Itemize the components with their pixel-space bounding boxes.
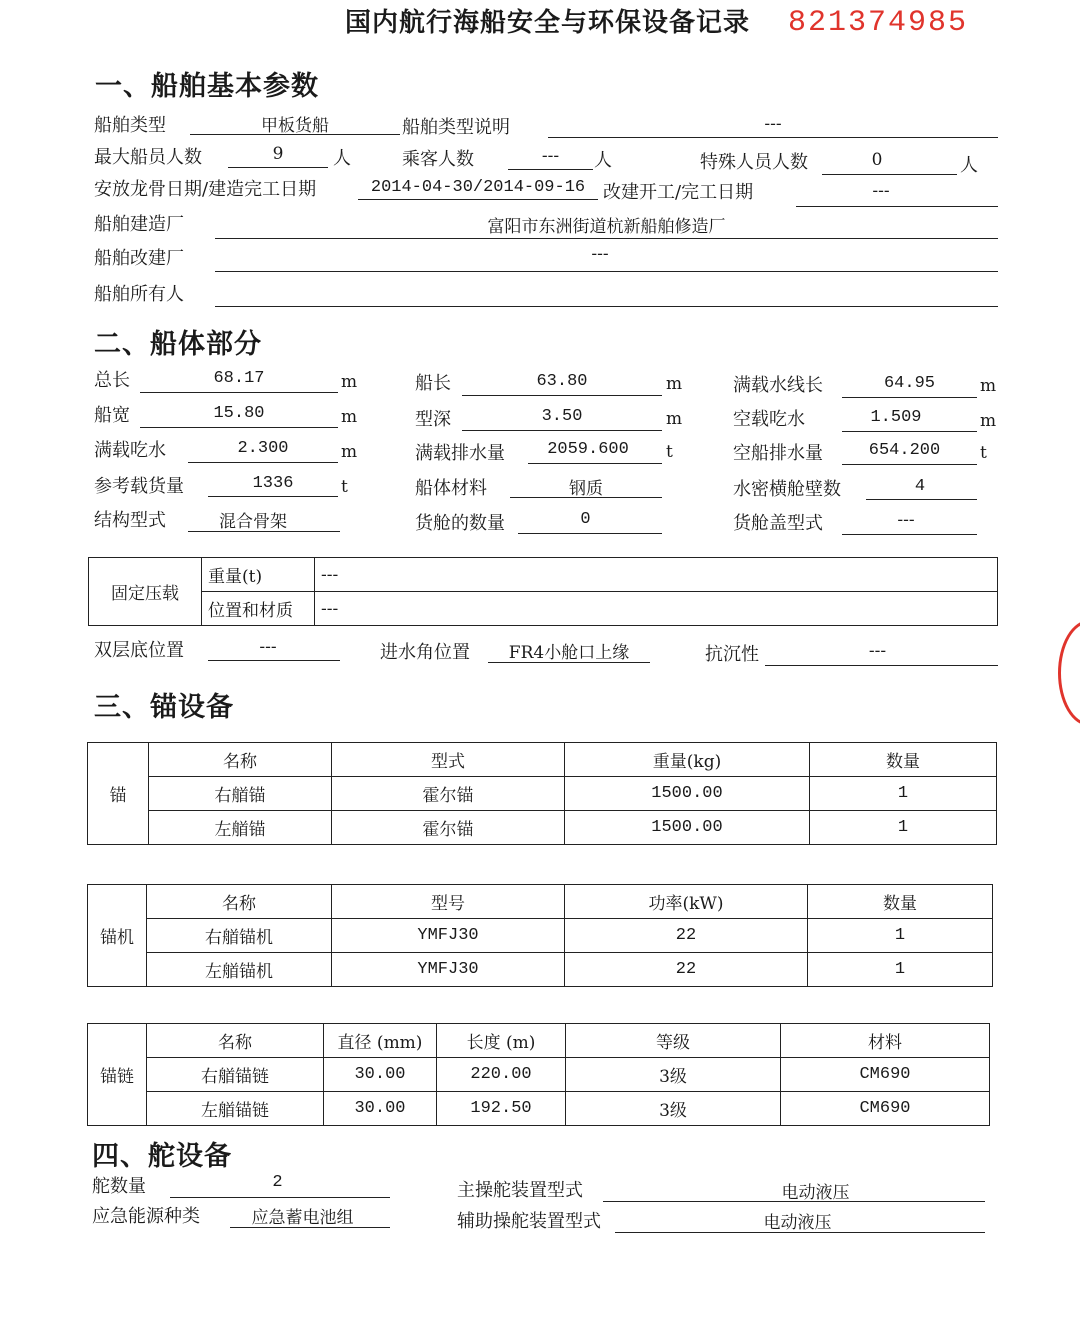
anchor-cell: 左艏锚 bbox=[149, 811, 332, 845]
depth-value: 3.50 bbox=[541, 407, 583, 426]
ship-type-desc-line bbox=[548, 137, 998, 138]
full-disp-value: 2059.600 bbox=[547, 440, 629, 459]
light-draft-unit: m bbox=[980, 411, 997, 431]
anchor-header-weight: 重量(kg) bbox=[565, 743, 810, 777]
max-crew-line bbox=[228, 167, 328, 168]
light-disp-unit: t bbox=[980, 443, 987, 463]
special-label: 特殊人员人数 bbox=[700, 152, 808, 173]
ref-cargo-unit: t bbox=[341, 477, 348, 497]
lwl-line bbox=[842, 397, 977, 398]
special-line bbox=[822, 174, 957, 175]
emergency-value: 应急蓄电池组 bbox=[251, 1208, 354, 1228]
loa-line bbox=[140, 392, 338, 393]
table-row bbox=[88, 953, 993, 987]
max-crew-value: 9 bbox=[272, 144, 284, 164]
ref-cargo-label: 参考载货量 bbox=[94, 476, 184, 497]
full-draft-label: 满载吃水 bbox=[94, 440, 166, 461]
windlass-table bbox=[87, 884, 993, 987]
loa-label: 总长 bbox=[94, 370, 130, 391]
ballast-pos-label: 位置和材质 bbox=[202, 592, 315, 626]
double-bottom-line bbox=[208, 660, 340, 661]
windlass-header-model: 型号 bbox=[332, 885, 565, 919]
double-bottom-label: 双层底位置 bbox=[94, 640, 184, 661]
depth-unit: m bbox=[666, 409, 683, 429]
loa-value: 68.17 bbox=[213, 369, 265, 388]
chain-cell: 220.00 bbox=[437, 1058, 566, 1092]
full-disp-unit: t bbox=[666, 442, 673, 462]
passengers-unit: 人 bbox=[594, 150, 612, 171]
chain-table bbox=[87, 1023, 990, 1126]
light-disp-label: 空船排水量 bbox=[733, 443, 823, 464]
loa-unit: m bbox=[341, 372, 358, 392]
ship-type-desc-value: --- bbox=[764, 114, 782, 134]
windlass-cell: 1 bbox=[808, 919, 993, 953]
max-crew-unit: 人 bbox=[333, 148, 351, 169]
windlass-cell: 1 bbox=[808, 953, 993, 987]
anchor-cell: 霍尔锚 bbox=[332, 777, 565, 811]
holds-value: 0 bbox=[580, 510, 591, 529]
windlass-cell: 22 bbox=[565, 919, 808, 953]
hull-mat-value: 钢质 bbox=[569, 479, 603, 499]
unsink-line bbox=[765, 665, 998, 666]
anchor-cell: 右艏锚 bbox=[149, 777, 332, 811]
chain-header-grade: 等级 bbox=[566, 1024, 781, 1058]
chain-cell: 30.00 bbox=[324, 1092, 437, 1126]
double-bottom-value: --- bbox=[259, 637, 277, 657]
rudder-count-value: 2 bbox=[272, 1173, 283, 1192]
lwl-unit: m bbox=[980, 376, 997, 396]
structure-label: 结构型式 bbox=[94, 510, 166, 531]
ship-type-value: 甲板货船 bbox=[261, 116, 329, 136]
rudder-count-label: 舵数量 bbox=[92, 1176, 146, 1197]
serial-number: 821374985 bbox=[788, 6, 969, 40]
windlass-header-power: 功率(kW) bbox=[565, 885, 808, 919]
passengers-label: 乘客人数 bbox=[402, 149, 474, 170]
main-gear-value: 电动液压 bbox=[781, 1183, 850, 1203]
chain-header-material: 材料 bbox=[781, 1024, 990, 1058]
anchor-header-name: 名称 bbox=[149, 743, 332, 777]
ref-cargo-value: 1336 bbox=[252, 474, 294, 493]
chain-cell: 30.00 bbox=[324, 1058, 437, 1092]
refit-line bbox=[796, 206, 998, 207]
breadth-unit: m bbox=[341, 407, 358, 427]
refit-value: --- bbox=[872, 181, 890, 201]
full-disp-line bbox=[528, 463, 662, 464]
hatch-line bbox=[842, 534, 977, 535]
hull-mat-label: 船体材料 bbox=[415, 478, 487, 499]
ship-type-desc-label: 船舶类型说明 bbox=[402, 117, 510, 138]
keel-line bbox=[358, 199, 598, 200]
length-label: 船长 bbox=[415, 373, 451, 394]
breadth-value: 15.80 bbox=[213, 404, 265, 423]
chain-row-label: 锚链 bbox=[88, 1024, 147, 1126]
anchor-cell: 1500.00 bbox=[565, 811, 810, 845]
section1-heading: 一、船舶基本参数 bbox=[95, 71, 319, 102]
passengers-line bbox=[508, 169, 593, 170]
bulkheads-label: 水密横舱壁数 bbox=[733, 479, 841, 500]
light-draft-line bbox=[842, 431, 977, 432]
rebuilder-label: 船舶改建厂 bbox=[94, 248, 184, 269]
keel-label: 安放龙骨日期/建造完工日期 bbox=[94, 179, 317, 200]
passengers-value: --- bbox=[541, 146, 560, 166]
table-row bbox=[88, 777, 997, 811]
owner-line bbox=[215, 306, 998, 307]
section2-heading: 二、船体部分 bbox=[94, 329, 262, 360]
flood-label: 进水角位置 bbox=[380, 642, 470, 663]
builder-label: 船舶建造厂 bbox=[94, 214, 184, 235]
refit-label: 改建开工/完工日期 bbox=[603, 182, 754, 203]
light-disp-value: 654.200 bbox=[868, 441, 941, 460]
max-crew-label: 最大船员人数 bbox=[94, 147, 202, 168]
bulkheads-line bbox=[866, 499, 977, 500]
chain-cell: 左艏锚链 bbox=[147, 1092, 324, 1126]
table-row bbox=[88, 1058, 990, 1092]
rebuilder-value: --- bbox=[591, 244, 609, 264]
windlass-cell: 左艏锚机 bbox=[147, 953, 332, 987]
anchor-cell: 1 bbox=[810, 811, 997, 845]
holds-line bbox=[518, 533, 662, 534]
chain-cell: CM690 bbox=[781, 1092, 990, 1126]
anchor-cell: 霍尔锚 bbox=[332, 811, 565, 845]
ballast-label: 固定压载 bbox=[89, 558, 202, 626]
chain-header-length: 长度 (m) bbox=[437, 1024, 566, 1058]
windlass-cell: 右艏锚机 bbox=[147, 919, 332, 953]
full-draft-unit: m bbox=[341, 442, 358, 462]
anchor-cell: 1 bbox=[810, 777, 997, 811]
windlass-cell: YMFJ30 bbox=[332, 953, 565, 987]
chain-header-diameter: 直径 (mm) bbox=[324, 1024, 437, 1058]
length-unit: m bbox=[666, 374, 683, 394]
lwl-label: 满载水线长 bbox=[733, 375, 823, 396]
main-gear-label: 主操舵装置型式 bbox=[457, 1180, 583, 1201]
aux-gear-label: 辅助操舵装置型式 bbox=[457, 1211, 601, 1232]
windlass-cell: 22 bbox=[565, 953, 808, 987]
windlass-header-qty: 数量 bbox=[808, 885, 993, 919]
section3-heading: 三、锚设备 bbox=[94, 692, 234, 723]
structure-value: 混合骨架 bbox=[219, 512, 287, 532]
depth-line bbox=[462, 430, 662, 431]
lwl-value: 64.95 bbox=[883, 374, 935, 393]
ballast-weight-label: 重量(t) bbox=[202, 558, 315, 592]
chain-cell: 3级 bbox=[566, 1092, 781, 1126]
aux-gear-value: 电动液压 bbox=[763, 1213, 832, 1233]
windlass-header-name: 名称 bbox=[147, 885, 332, 919]
document-title: 国内航行海船安全与环保设备记录 bbox=[345, 8, 751, 38]
red-stamp-icon bbox=[1058, 620, 1080, 726]
rudder-count-line bbox=[170, 1197, 390, 1198]
light-draft-label: 空载吃水 bbox=[733, 409, 805, 430]
light-disp-line bbox=[842, 464, 977, 465]
keel-value: 2014-04-30/2014-09-16 bbox=[370, 178, 586, 197]
flood-value: FR4小舱口上缘 bbox=[508, 643, 630, 663]
anchor-row-label: 锚 bbox=[88, 743, 149, 845]
anchor-header-type: 型式 bbox=[332, 743, 565, 777]
anchor-table bbox=[87, 742, 997, 845]
owner-label: 船舶所有人 bbox=[94, 284, 184, 305]
unsink-label: 抗沉性 bbox=[705, 644, 759, 665]
table-row bbox=[88, 1092, 990, 1126]
length-line bbox=[462, 395, 662, 396]
hatch-label: 货舱盖型式 bbox=[733, 513, 823, 534]
bulkheads-value: 4 bbox=[914, 477, 926, 496]
table-row bbox=[88, 811, 997, 845]
special-value: 0 bbox=[871, 150, 883, 170]
full-draft-line bbox=[188, 462, 338, 463]
holds-label: 货舱的数量 bbox=[415, 513, 505, 534]
chain-cell: 右艏锚链 bbox=[147, 1058, 324, 1092]
builder-line bbox=[215, 238, 998, 239]
ballast-table bbox=[88, 557, 998, 626]
hatch-value: --- bbox=[897, 510, 915, 530]
full-draft-value: 2.300 bbox=[237, 439, 289, 458]
chain-cell: 3级 bbox=[566, 1058, 781, 1092]
builder-value: 富阳市东洲街道杭新船舶修造厂 bbox=[487, 217, 726, 237]
chain-header-name: 名称 bbox=[147, 1024, 324, 1058]
unsink-value: --- bbox=[868, 641, 887, 661]
chain-cell: CM690 bbox=[781, 1058, 990, 1092]
length-value: 63.80 bbox=[536, 372, 588, 391]
full-disp-label: 满载排水量 bbox=[415, 443, 505, 464]
special-unit: 人 bbox=[960, 155, 978, 176]
section4-heading: 四、舵设备 bbox=[92, 1141, 232, 1172]
rebuilder-line bbox=[215, 271, 998, 272]
ballast-weight-value: --- bbox=[315, 558, 998, 592]
ref-cargo-line bbox=[208, 496, 338, 497]
light-draft-value: 1.509 bbox=[870, 408, 922, 427]
windlass-cell: YMFJ30 bbox=[332, 919, 565, 953]
table-row bbox=[88, 919, 993, 953]
chain-cell: 192.50 bbox=[437, 1092, 566, 1126]
emergency-label: 应急能源种类 bbox=[92, 1206, 200, 1227]
windlass-row-label: 锚机 bbox=[88, 885, 147, 987]
breadth-label: 船宽 bbox=[94, 405, 130, 426]
breadth-line bbox=[140, 427, 338, 428]
anchor-cell: 1500.00 bbox=[565, 777, 810, 811]
depth-label: 型深 bbox=[415, 409, 451, 430]
ballast-pos-value: --- bbox=[315, 592, 998, 626]
anchor-header-qty: 数量 bbox=[810, 743, 997, 777]
ship-type-label: 船舶类型 bbox=[94, 115, 166, 136]
